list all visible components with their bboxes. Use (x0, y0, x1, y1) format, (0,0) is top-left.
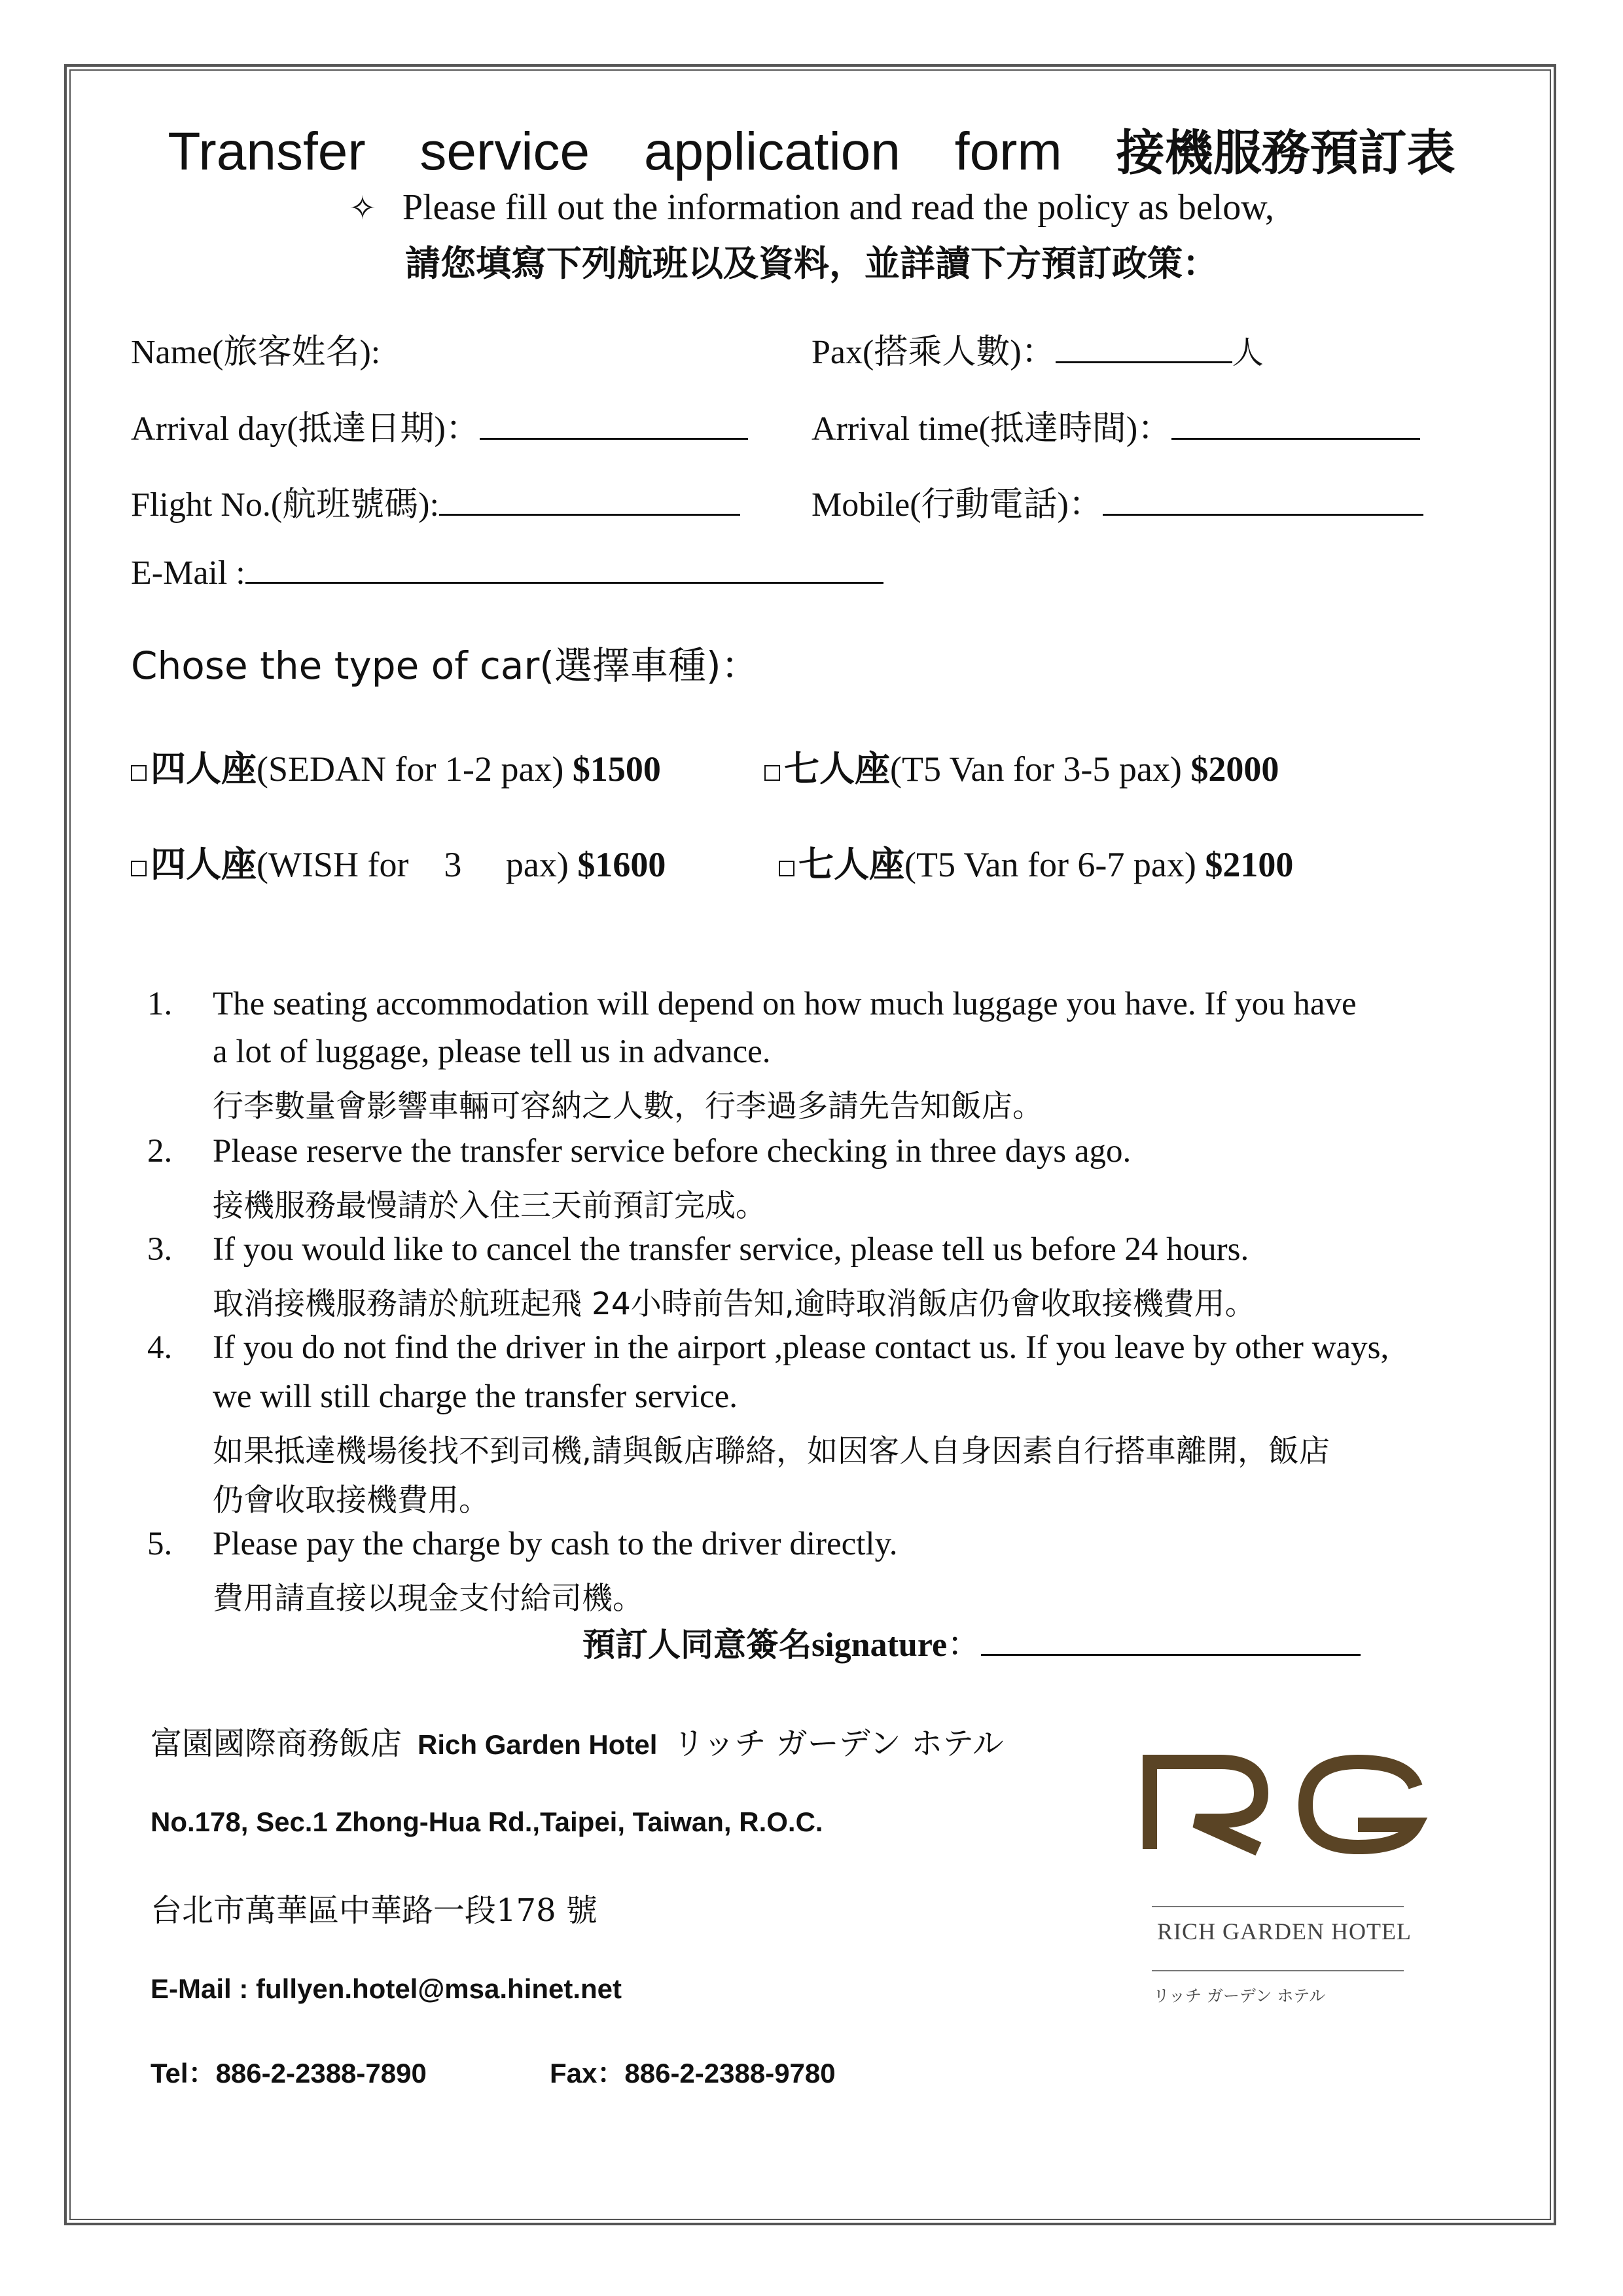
policy-text-zh: 如果抵達機場後找不到司機,請與飯店聯絡，如因客人自身因素自行搭車離開，飯店 (213, 1433, 1330, 1469)
pax-label: Pax(搭乘人數)： (812, 334, 1056, 371)
policy-number: 5. (147, 1526, 173, 1562)
policy-item (147, 985, 172, 1023)
hotel-fax: Fax：886-2-2388-9780 (550, 2058, 836, 2089)
car-option-van-6-7[interactable]: 七人座(T5 Van for 6-7 pax) $2100 (779, 836, 1293, 887)
arrival-time-input[interactable] (1171, 409, 1420, 440)
arrival-day-field (131, 401, 748, 450)
signature-field: 預訂人同意簽名signature： (582, 1617, 1361, 1666)
rich-garden-logo-icon (1142, 1748, 1430, 1859)
signature-input[interactable] (981, 1625, 1361, 1656)
signature-label-en: signature (812, 1626, 948, 1664)
policy-text-zh: 費用請直接以現金支付給司機。 (213, 1581, 643, 1617)
flight-no-label: Flight No.(航班號碼): (131, 486, 439, 524)
arrival-time-label: Arrival time(抵達時間)： (812, 410, 1172, 448)
email-label: E-Mail : (131, 554, 245, 592)
pax-input[interactable] (1056, 332, 1232, 363)
name-label: Name(旅客姓名): (131, 334, 381, 371)
form-title (0, 115, 1623, 184)
signature-label-zh: 預訂人同意簽名 (582, 1626, 812, 1664)
mobile-input[interactable] (1103, 485, 1423, 516)
hotel-email: E-Mail : fullyen.hotel@msa.hinet.net (151, 1973, 622, 2004)
intro-line-zh: 請您填寫下列航班以及資料，並詳讀下方預訂政策： (405, 243, 1218, 284)
policy-text-en: The seating accommodation will depend on how much luggage you have. If you have (213, 986, 1357, 1022)
hotel-name-en: Rich Garden Hotel (418, 1729, 658, 1760)
policy-text-zh: 接機服務最慢請於入住三天前預訂完成。 (213, 1188, 766, 1224)
car-option-wish[interactable]: 四人座(WISH for 3 pax) $1600 (131, 836, 666, 887)
policy-text-zh: 行李數量會影響車輛可容納之人數，行李過多請先告知飯店。 (213, 1088, 1043, 1124)
policy-number: 2. (147, 1133, 173, 1170)
checkbox-icon[interactable] (764, 765, 780, 781)
hotel-address-en: No.178, Sec.1 Zhong-Hua Rd.,Taipei, Taiwan, R.O.C. (151, 1806, 823, 1837)
mobile-label: Mobile(行動電話)： (812, 486, 1103, 524)
logo-divider-top (1152, 1906, 1404, 1907)
checkbox-icon[interactable] (131, 861, 147, 876)
car-option-sedan[interactable]: 四人座(SEDAN for 1-2 pax) $1500 (131, 741, 661, 791)
car-type-heading: Chose the type of car(選擇車種)： (131, 643, 759, 688)
hotel-name-zh: 富園國際商務飯店 (151, 1725, 402, 1762)
email-field (131, 553, 883, 592)
checkbox-icon[interactable] (131, 765, 147, 781)
policy-text-zh: 取消接機服務請於航班起飛 24小時前告知,逾時取消飯店仍會收取接機費用。 (213, 1286, 1256, 1322)
hotel-name-line (151, 1718, 1004, 1763)
form-title-zh: 接機服務預訂表 (1116, 125, 1455, 181)
star-outline-icon: ✧ (348, 189, 376, 227)
policy-text-zh: 仍會收取接機費用。 (213, 1482, 490, 1518)
logo-divider-bottom (1152, 1970, 1404, 1971)
form-title-en: Transfer service application form (168, 122, 1062, 181)
policy-number: 3. (147, 1231, 173, 1268)
flight-no-field (131, 476, 740, 526)
checkbox-icon[interactable] (779, 861, 794, 876)
policy-text-en: If you would like to cancel the transfer service, please tell us before 24 hours. (213, 1231, 1249, 1268)
arrival-time-field (812, 401, 1420, 450)
arrival-day-input[interactable] (480, 409, 748, 440)
logo-sub-ja: リッチ ガーデン ホテル (1153, 1986, 1326, 2005)
pax-unit: 人 (1232, 334, 1264, 371)
policy-text-en: we will still charge the transfer service. (213, 1378, 738, 1415)
policy-text-en: Please pay the charge by cash to the driver directly. (213, 1526, 898, 1562)
logo-hotel-name: RICH GARDEN HOTEL (1157, 1918, 1412, 1945)
policy-text-en: a lot of luggage, please tell us in advance. (213, 1033, 771, 1070)
pax-field (812, 324, 1264, 373)
car-option-van-3-5[interactable]: 七人座(T5 Van for 3-5 pax) $2000 (764, 741, 1279, 791)
hotel-name-ja: リッチ ガーデン ホテル (673, 1725, 1004, 1762)
flight-no-input[interactable] (439, 485, 740, 516)
arrival-day-label: Arrival day(抵達日期)： (131, 410, 480, 448)
hotel-tel: Tel：886-2-2388-7890 (151, 2058, 427, 2089)
mobile-field (812, 476, 1423, 526)
hotel-address-zh: 台北市萬華區中華路一段178 號 (151, 1892, 597, 1929)
policy-number: 1. (147, 986, 173, 1022)
policy-text-en: If you do not find the driver in the airport ,please contact us. If you leave by other ways, (213, 1329, 1389, 1366)
policy-number: 4. (147, 1329, 173, 1366)
intro-line-en: ✧ Please fill out the information and read the policy as below, (348, 187, 1275, 228)
policy-text-en: Please reserve the transfer service before checking in three days ago. (213, 1133, 1132, 1170)
email-input[interactable] (245, 553, 883, 584)
